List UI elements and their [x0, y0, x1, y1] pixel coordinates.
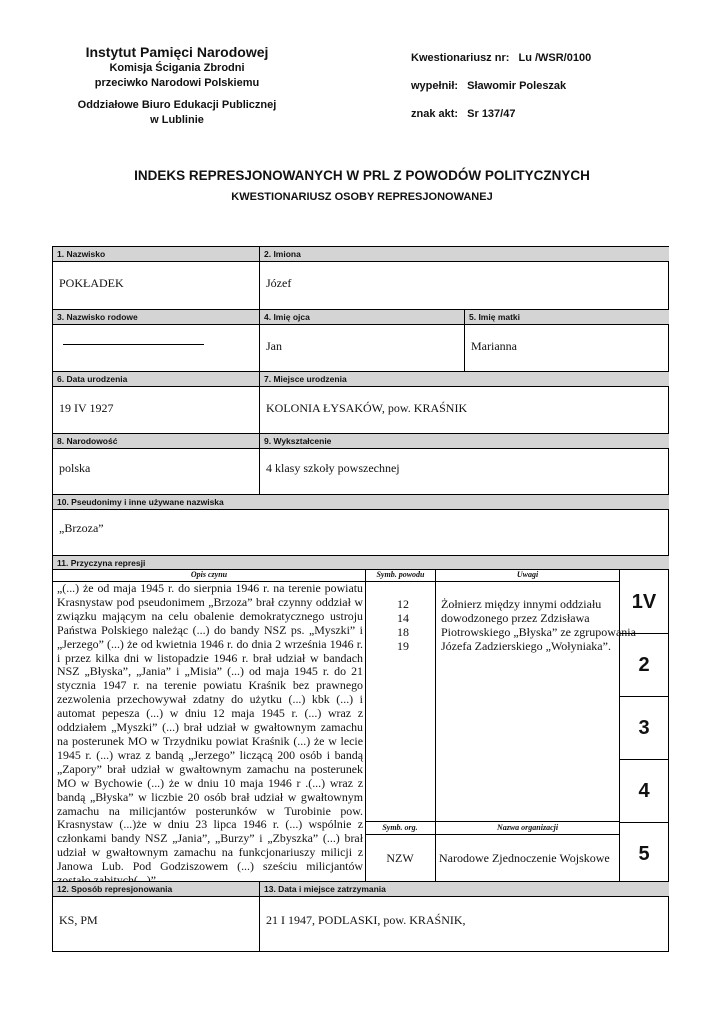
act-description: „(...) że od maja 1945 r. do sierpnia 1946 r. na terenie powiatu Krasnystaw pod pseudonimem „Brzoza” brał czynny oddział w związku mającym na celu obalenie demokratycznego ustroju Państwa Polskiego należąc (...) do bandy NSZ ps. „Myszki” i „Jerzego” (...) że od kwietnia 1946 r. do dnia 2 września 1946 r. i przez kilka dni w listopadzie 1946 r. brał udział w bandach NSZ „Błyska”, „Jania” i „Misia” (...) od maja 1945 r. do 21 stycznia 1947 r. na terenie powiatu Kraśnik bez prawnego zezwolenia przechowywał zdatny do użytku (...) kbk (...) i automat pepesza (...) w dniu 12 maja 1945 r. (...) wraz z oddziałem „Myszki” (...) brał udział w gwałtownym zamachu na posterunek MO w Trzydniku powiat Kraśnik (...) że w lecie 1945 r. (...) wraz z bandą „Jerzego” liczącą 200 osób i bandą „Zapory” brał udział w gwałtownym zamachu na posterunek MO w Bychowie (...) że w dniu 10 maja 1946 r .(...) wraz z bandą „Błyska” w liczbie 20 osób brał udział w gwałtownym zamachu na milicjantów posterunków w Turobinie pow. Krasnystaw (...)że w dniu 23 lipca 1946 r. (...) wspólnie z członkami bandy NSZ „Jania”, „Burzy” i „Zbyszka” (...) brał udział w gwałtownym zamachu na funkcjonariuszy milicji z Janowa Lub. Pod Godziszowem (...) sześciu milicjantów — [57, 581, 363, 874]
birth-date-value: 19 IV 1927 — [59, 401, 114, 415]
family-name-blank-line — [63, 344, 204, 345]
symbol-column-header: Symb. powodu — [365, 569, 435, 582]
office-line-2: w Lublinie — [150, 114, 204, 126]
arrest-value: 21 I 1947, PODLASKI, pow. KRAŚNIK, — [266, 913, 466, 927]
repression-cause-label: 11. Przyczyna represji — [53, 555, 669, 570]
office-line-1: Oddziałowe Biuro Edukacji Publicznej — [77, 99, 277, 111]
reason-symbol: 18 — [397, 625, 409, 639]
commission-line-2: przeciwko Narodowi Polskiemu — [94, 77, 260, 89]
surname-label: 1. Nazwisko — [53, 247, 259, 262]
repression-method-value: KS, PM — [59, 913, 98, 927]
repression-number-5: 5 — [638, 843, 650, 865]
nationality-value: polska — [59, 461, 91, 475]
questionnaire-number-value: Lu /WSR/0100 — [518, 52, 592, 64]
birth-date-label: 6. Data urodzenia — [53, 371, 259, 387]
reason-symbol: 19 — [397, 639, 409, 653]
filled-by-value: Sławomir Poleszak — [467, 80, 567, 92]
first-names-value: Józef — [266, 276, 292, 290]
arrest-label: 13. Data i miejsce zatrzymania — [259, 881, 669, 897]
repression-number-1: 1V — [631, 591, 657, 613]
filled-by-row — [411, 80, 591, 108]
notes-column-header: Uwagi — [435, 569, 619, 582]
repression-number-4: 4 — [638, 780, 650, 802]
pseudonyms-label: 10. Pseudonimy i inne używane nazwiska — [53, 494, 669, 510]
birth-place-value: KOLONIA ŁYSAKÓW, pow. KRAŚNIK — [266, 401, 468, 415]
nationality-label: 8. Narodowość — [53, 433, 259, 449]
document-subtitle: KWESTIONARIUSZ OSOBY REPRESJONOWANEJ — [231, 191, 493, 203]
repression-number-3: 3 — [638, 717, 650, 739]
father-name-value: Jan — [266, 339, 282, 353]
file-ref-label: znak akt: — [411, 108, 459, 120]
mother-name-label: 5. Imię matki — [464, 309, 669, 325]
birth-place-label: 7. Miejsce urodzenia — [259, 371, 669, 387]
org-symbol-value: NZW — [386, 851, 414, 865]
family-name-label: 3. Nazwisko rodowe — [53, 309, 259, 325]
questionnaire-meta — [411, 52, 591, 136]
repression-number-2: 2 — [638, 654, 650, 676]
reason-symbols — [370, 597, 436, 653]
repression-method-label: 12. Sposób represjonowania — [53, 881, 259, 897]
org-name-value: Narodowe Zjednoczenie Wojskowe — [439, 851, 610, 865]
first-names-label: 2. Imiona — [259, 247, 669, 262]
surname-value: POKŁADEK — [59, 276, 124, 290]
document-title: INDEKS REPRESJONOWANYCH W PRL Z POWODÓW POLITYCZNYCH — [134, 168, 590, 183]
notes-text: Żołnierz między innymi oddziału dowodzonego przez Zdzisława Piotrowskiego „Błyska” ze zgrupowania Józefa Zadzierskiego „Wołyniaka”. — [441, 597, 636, 653]
father-name-label: 4. Imię ojca — [259, 309, 464, 325]
institution-header — [54, 44, 300, 128]
education-label: 9. Wykształcenie — [259, 433, 669, 449]
reason-symbol: 12 — [397, 597, 409, 611]
reason-symbol: 14 — [397, 611, 409, 625]
institute-name: Instytut Pamięci Narodowej — [85, 44, 269, 60]
questionnaire-form — [52, 246, 669, 952]
mother-name-value: Marianna — [471, 339, 517, 353]
file-ref-row — [411, 108, 591, 136]
questionnaire-number-label: Kwestionariusz nr: — [411, 52, 510, 64]
filled-by-label: wypełnił: — [411, 80, 459, 92]
education-value: 4 klasy szkoły powszechnej — [266, 461, 400, 475]
commission-line-1: Komisja Ścigania Zbrodni — [109, 62, 245, 74]
org-name-header: Nazwa organizacji — [436, 821, 619, 835]
org-symbol-header: Symb. org. — [365, 821, 435, 835]
pseudonyms-value: „Brzoza” — [59, 521, 104, 535]
questionnaire-number-row — [411, 52, 591, 80]
description-column-header: Opis czynu — [53, 569, 365, 582]
file-ref-value: Sr 137/47 — [467, 108, 516, 120]
